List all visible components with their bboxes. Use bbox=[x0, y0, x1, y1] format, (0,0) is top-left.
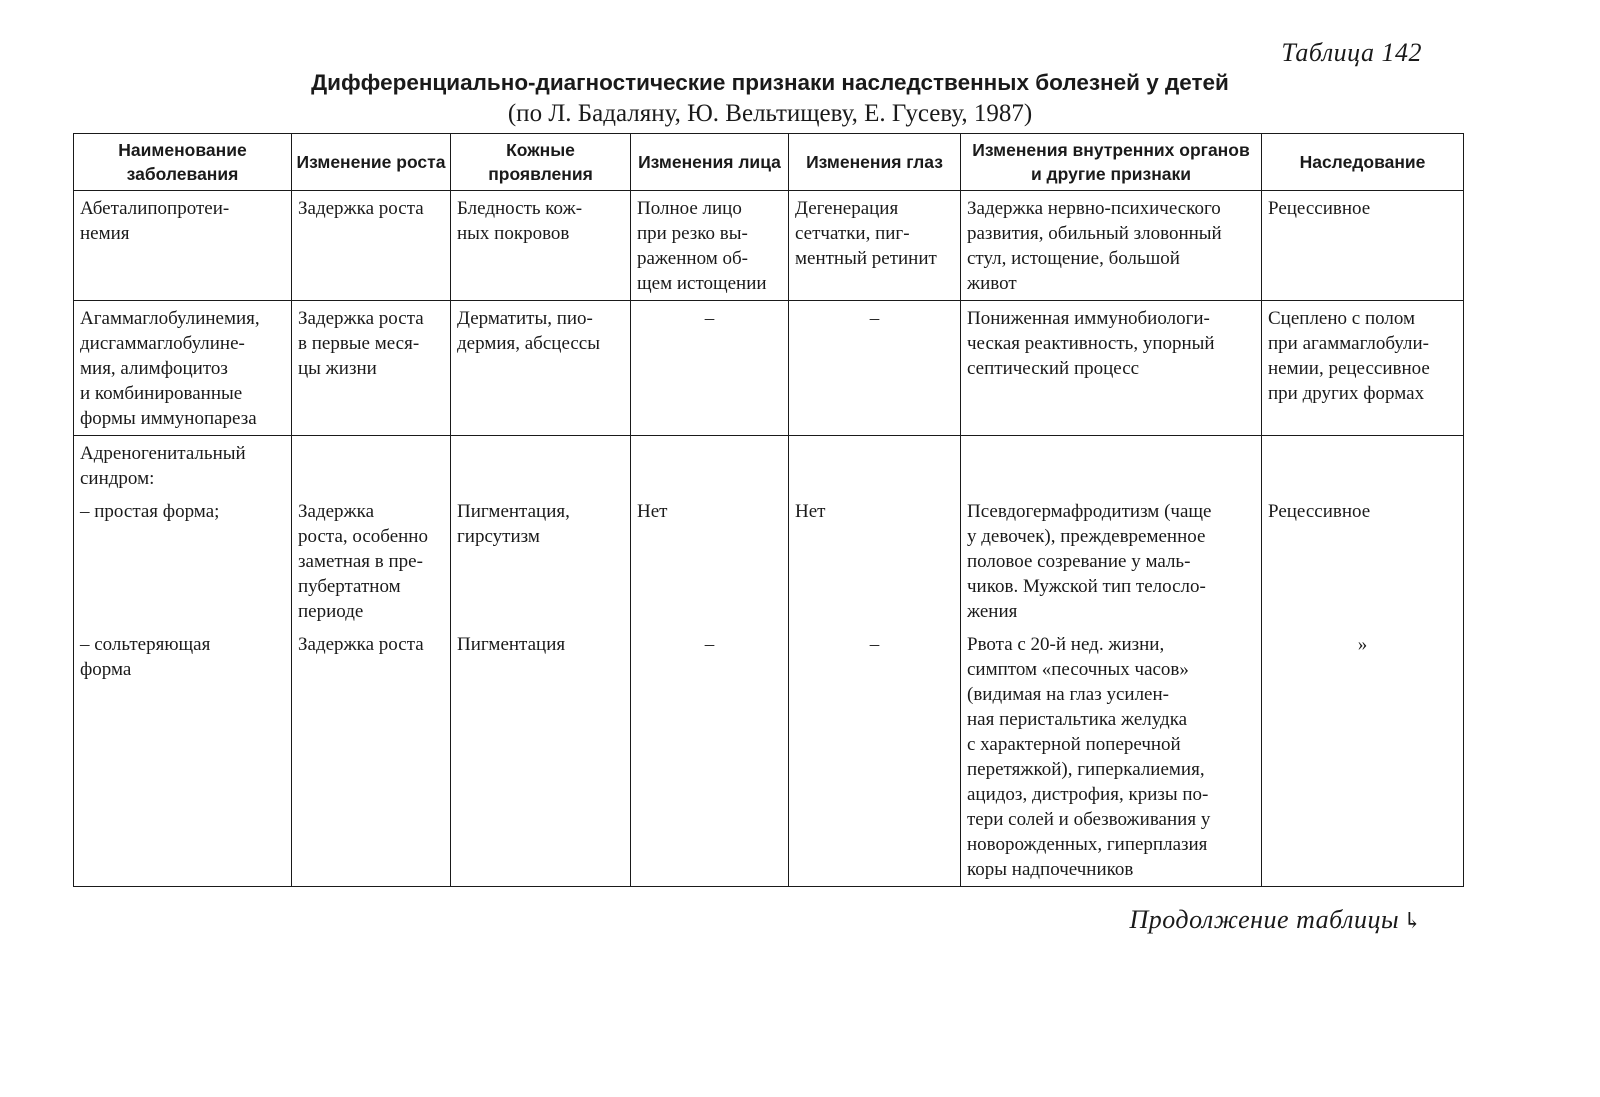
cell-face: – bbox=[631, 301, 789, 436]
cell-eyes: Дегенерация сетчатки, пиг- ментный ретинит bbox=[789, 191, 961, 301]
cell-face: – bbox=[631, 624, 789, 887]
cell-organs: Задержка нервно-психического развития, обильный зловонный стул, истощение, большой живот bbox=[961, 191, 1262, 301]
table-row-group-header bbox=[74, 436, 1464, 500]
cell-skin: Пигментация bbox=[451, 624, 631, 887]
arrow-down-right-icon: ↳ bbox=[1403, 908, 1422, 933]
table-row bbox=[74, 499, 1464, 624]
cell-growth: Задержка роста, особенно заметная в пре- пубертатном периоде bbox=[292, 499, 451, 624]
cell-skin: Пигментация, гирсутизм bbox=[451, 499, 631, 624]
table-title: Дифференциально-диагностические признаки наследственных болезней у детей bbox=[311, 70, 1229, 95]
header-row bbox=[74, 134, 1464, 191]
cell-face: Полное лицо при резко вы- раженном об- щем истощении bbox=[631, 191, 789, 301]
table-subtitle: (по Л. Бадаляну, Ю. Вельтищеву, Е. Гусеву, 1987) bbox=[507, 100, 1033, 127]
header-eyes: Изменения глаз bbox=[789, 134, 961, 191]
cell-disease-name: Агаммаглобулинемия, дисгаммаглобулине- мия, алимфоцитоз и комбинированные формы иммунопареза bbox=[74, 301, 292, 436]
table-row bbox=[74, 624, 1464, 887]
cell-organs: Пониженная иммунобиологи- ческая реактивность, упорный септический процесс bbox=[961, 301, 1262, 436]
cell-organs: Рвота с 20-й нед. жизни, симптом «песочных часов» (видимая на глаз усилен- ная перистальтика желудка с характерной поперечной перетяжкой), гиперкалиемия, ацидоз, дистрофия, кризы по- тери солей и обезвоживания у новорожденных, гиперплазия коры надпочечников bbox=[961, 624, 1262, 887]
cell-skin: Бледность кож- ных покровов bbox=[451, 191, 631, 301]
cell-disease-name: – сольтеряющая форма bbox=[74, 624, 292, 887]
hereditary-diseases-table bbox=[73, 133, 1464, 887]
cell-growth: Задержка роста bbox=[292, 191, 451, 301]
cell-inheritance: Рецессивное bbox=[1262, 499, 1464, 624]
cell-eyes: – bbox=[789, 301, 961, 436]
header-skin: Кожные проявления bbox=[451, 134, 631, 191]
cell-disease-name: Абеталипопротеи- немия bbox=[74, 191, 292, 301]
header-face: Изменения лица bbox=[631, 134, 789, 191]
cell-organs: Псевдогермафродитизм (чаще у девочек), преждевременное половое созревание у маль- чиков. Мужской тип телосло- жения bbox=[961, 499, 1262, 624]
cell-growth: Задержка роста в первые меся- цы жизни bbox=[292, 301, 451, 436]
table-row bbox=[74, 191, 1464, 301]
table-row bbox=[74, 301, 1464, 436]
continuation-label: Продолжение таблицы bbox=[1129, 905, 1400, 934]
table-number: Таблица 142 bbox=[1281, 38, 1422, 67]
cell-face: Нет bbox=[631, 499, 789, 624]
header-inheritance: Наследование bbox=[1262, 134, 1464, 191]
cell-disease-name: – простая форма; bbox=[74, 499, 292, 624]
cell-inheritance: Сцеплено с полом при агаммаглобули- немии, рецессивное при других формах bbox=[1262, 301, 1464, 436]
header-growth: Изменение роста bbox=[292, 134, 451, 191]
cell-inheritance: Рецессивное bbox=[1262, 191, 1464, 301]
cell-growth: Задержка роста bbox=[292, 624, 451, 887]
cell-inheritance: » bbox=[1262, 624, 1464, 887]
header-disease-name: Наименование заболевания bbox=[74, 134, 292, 191]
header-organs: Изменения внутренних органов и другие признаки bbox=[961, 134, 1262, 191]
continuation-note bbox=[1129, 905, 1422, 935]
cell-skin: Дерматиты, пио- дермия, абсцессы bbox=[451, 301, 631, 436]
cell-eyes: Нет bbox=[789, 499, 961, 624]
cell-group-name: Адреногенитальный синдром: bbox=[74, 436, 292, 500]
cell-eyes: – bbox=[789, 624, 961, 887]
